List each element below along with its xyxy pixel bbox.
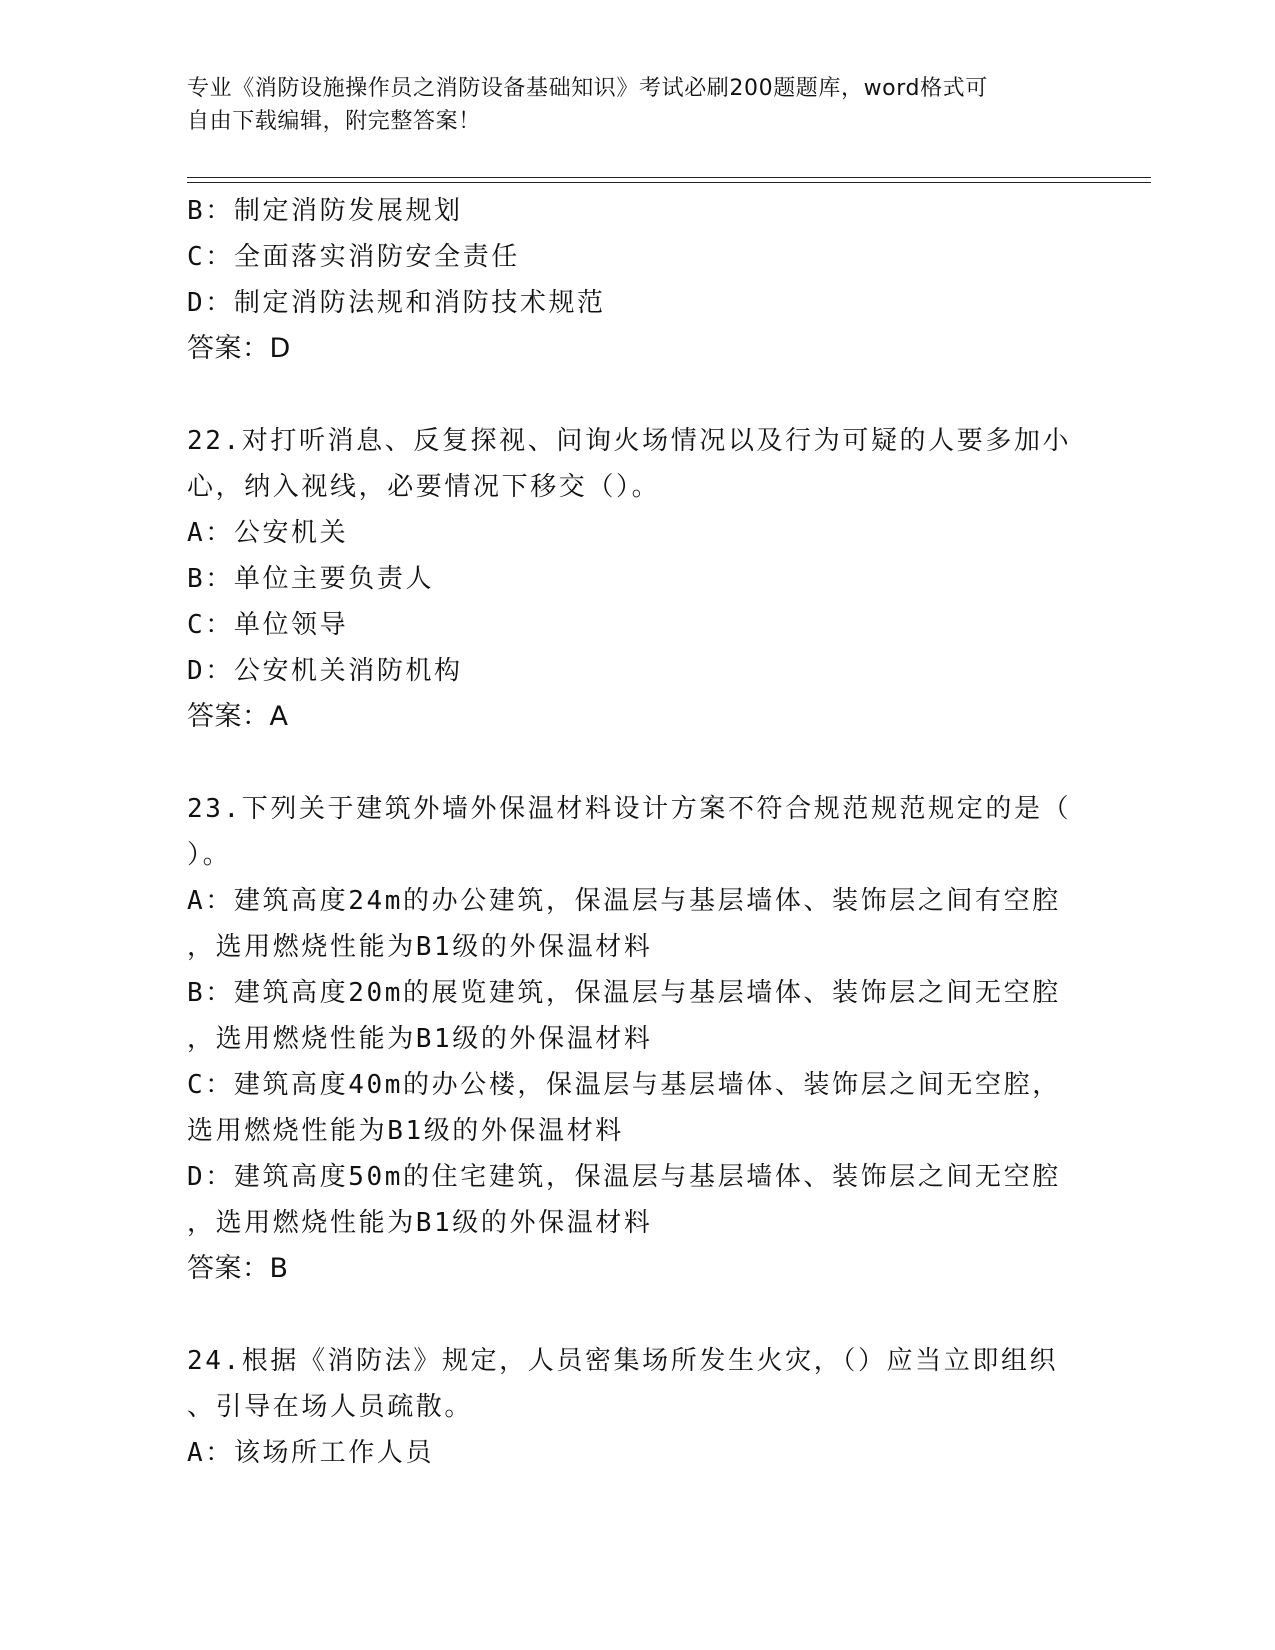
option-c: C：建筑高度40m的办公楼，保温层与基层墙体、装饰层之间无空腔，: [187, 1070, 1061, 1100]
question-22: [187, 418, 1087, 740]
header-line-2: 自由下载编辑，附完整答案！: [187, 109, 481, 134]
spacer: [187, 740, 1087, 786]
question-21: [187, 188, 1087, 372]
question-23: [187, 786, 1087, 1292]
option-a: A：公安机关: [187, 518, 349, 548]
option-b: B：制定消防发展规划: [187, 196, 463, 226]
option-d: D：建筑高度50m的住宅建筑，保温层与基层墙体、装饰层之间无空腔: [187, 1162, 1061, 1192]
question-stem: ）。: [187, 840, 232, 870]
header-divider-bottom: [187, 182, 1151, 183]
option-a: A：建筑高度24m的办公建筑，保温层与基层墙体、装饰层之间有空腔: [187, 886, 1061, 916]
question-stem: 24.根据《消防法》规定，人员密集场所发生火灾，（）应当立即组织: [187, 1346, 1059, 1376]
option-d: D：制定消防法规和消防技术规范: [187, 288, 606, 318]
option-d: D：公安机关消防机构: [187, 656, 463, 686]
question-list: [187, 188, 1087, 1476]
answer-label: 答案：B: [187, 1253, 289, 1284]
spacer: [187, 372, 1087, 418]
question-24: [187, 1338, 1087, 1476]
option-a-continuation: ，选用燃烧性能为B1级的外保温材料: [187, 932, 653, 962]
option-c: C：全面落实消防安全责任: [187, 242, 520, 272]
option-d-continuation: ，选用燃烧性能为B1级的外保温材料: [187, 1208, 653, 1238]
question-stem: 22.对打听消息、反复探视、问询火场情况以及行为可疑的人要多加小: [187, 426, 1072, 456]
question-stem: 心，纳入视线，必要情况下移交（）。: [187, 472, 661, 502]
spacer: [187, 1292, 1087, 1338]
header-divider-top: [187, 177, 1151, 178]
option-c-continuation: 选用燃烧性能为B1级的外保温材料: [187, 1116, 624, 1146]
option-c: C：单位领导: [187, 610, 349, 640]
option-b: B：建筑高度20m的展览建筑，保温层与基层墙体、装饰层之间无空腔: [187, 978, 1061, 1008]
option-b: B：单位主要负责人: [187, 564, 435, 594]
answer-label: 答案：A: [187, 701, 289, 732]
answer-label: 答案：D: [187, 333, 291, 364]
option-a: A：该场所工作人员: [187, 1438, 435, 1468]
question-stem: 23.下列关于建筑外墙外保温材料设计方案不符合规范规范规定的是（: [187, 794, 1072, 824]
document-header: [187, 72, 1067, 138]
question-stem: 、引导在场人员疏散。: [187, 1392, 474, 1422]
option-b-continuation: ，选用燃烧性能为B1级的外保温材料: [187, 1024, 653, 1054]
header-line-1: 专业《消防设施操作员之消防设备基础知识》考试必刷200题题库，word格式可: [187, 76, 988, 101]
